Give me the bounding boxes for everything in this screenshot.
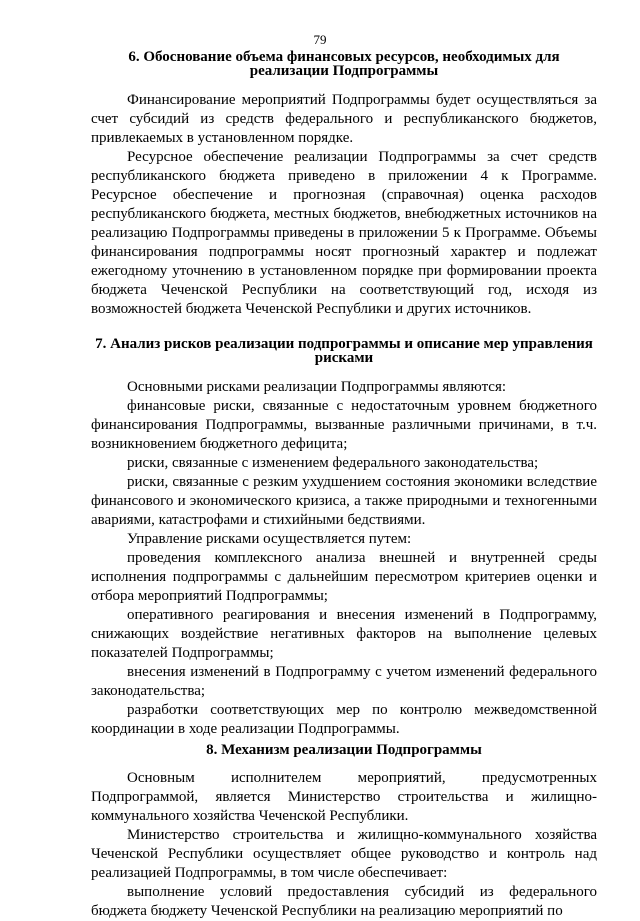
section-7-paragraph: Основными рисками реализации Подпрограммы являются: <box>127 379 507 395</box>
section-7-paragraph: Управление рисками осуществляется путем: <box>127 531 412 547</box>
section-6-heading: 6. Обоснование объема финансовых ресурсов, необходимых для реализации Подпрограммы <box>128 49 560 79</box>
section-7-paragraph: проведения комплексного анализа внешней и внутренней среды исполнения подпрограммы с дальнейшим пересмотром критериев оценки и отбора мероприятий Подпрограммы; <box>91 550 597 604</box>
section-6-paragraph: Финансирование мероприятий Подпрограммы будет осуществляться за счет субсидий из средств федерального и республиканского бюджетов, привлекаемых в установленном порядке. <box>91 92 597 146</box>
section-8-paragraph: Министерство строительства и жилищно-коммунального хозяйства Чеченской Республики осуществляет общее руководство и контроль над реализацией Подпрограммы, в том числе обеспечивает: <box>91 827 597 881</box>
section-8-paragraph: Основным исполнителем мероприятий, предусмотренных Подпрограммой, является Министерство строительства и жилищно-коммунального хозяйства Чеченской Республики. <box>91 770 597 824</box>
section-6-paragraph: Ресурсное обеспечение реализации Подпрограммы за счет средств республиканского бюджета приведено в приложении 4 к Программе. Ресурсное обеспечение и прогнозная (справочная) оценка расходов республиканского бюджета, местных бюджетов, внебюджетных источников на реализацию Подпрограммы приведены в приложении 5 к Программе. Объемы финансирования подпрограммы носят прогнозный характер и подлежат ежегодному уточнению в установленном порядке при формировании проекта бюджета Чеченской Республики на соответствующий год, исходя из возможностей бюджета Чеченской Республики и других источников. <box>91 149 597 317</box>
section-7-paragraph: разработки соответствующих мер по контролю межведомственной координации в ходе реализации Подпрограммы. <box>91 702 597 737</box>
page-number: 79 <box>313 32 327 47</box>
section-8-heading: 8. Механизм реализации Подпрограммы <box>206 742 482 758</box>
section-8-paragraph: выполнение условий предоставления субсидий из федерального бюджета бюджету Чеченской Республики на реализацию мероприятий по <box>91 884 597 919</box>
section-7-paragraph: оперативного реагирования и внесения изменений в Подпрограмму, снижающих воздействие негативных факторов на выполнение целевых показателей Подпрограммы; <box>91 607 597 661</box>
section-7-paragraph: финансовые риски, связанные с недостаточным уровнем бюджетного финансирования Подпрограммы, вызванные различными причинами, в т.ч. возникновением бюджетного дефицита; <box>91 398 597 452</box>
section-7-heading: 7. Анализ рисков реализации подпрограммы и описание мер управления рисками <box>95 336 593 366</box>
section-7-paragraph: риски, связанные с изменением федерального законодательства; <box>127 455 539 471</box>
section-7-paragraph: риски, связанные с резким ухудшением состояния экономики вследствие финансового и экономического кризиса, а также природными и техногенными авариями, катастрофами и стихийными бедствиями. <box>91 474 597 528</box>
section-7-paragraph: внесения изменений в Подпрограмму с учетом изменений федерального законодательства; <box>91 664 597 699</box>
document-body <box>91 50 597 921</box>
